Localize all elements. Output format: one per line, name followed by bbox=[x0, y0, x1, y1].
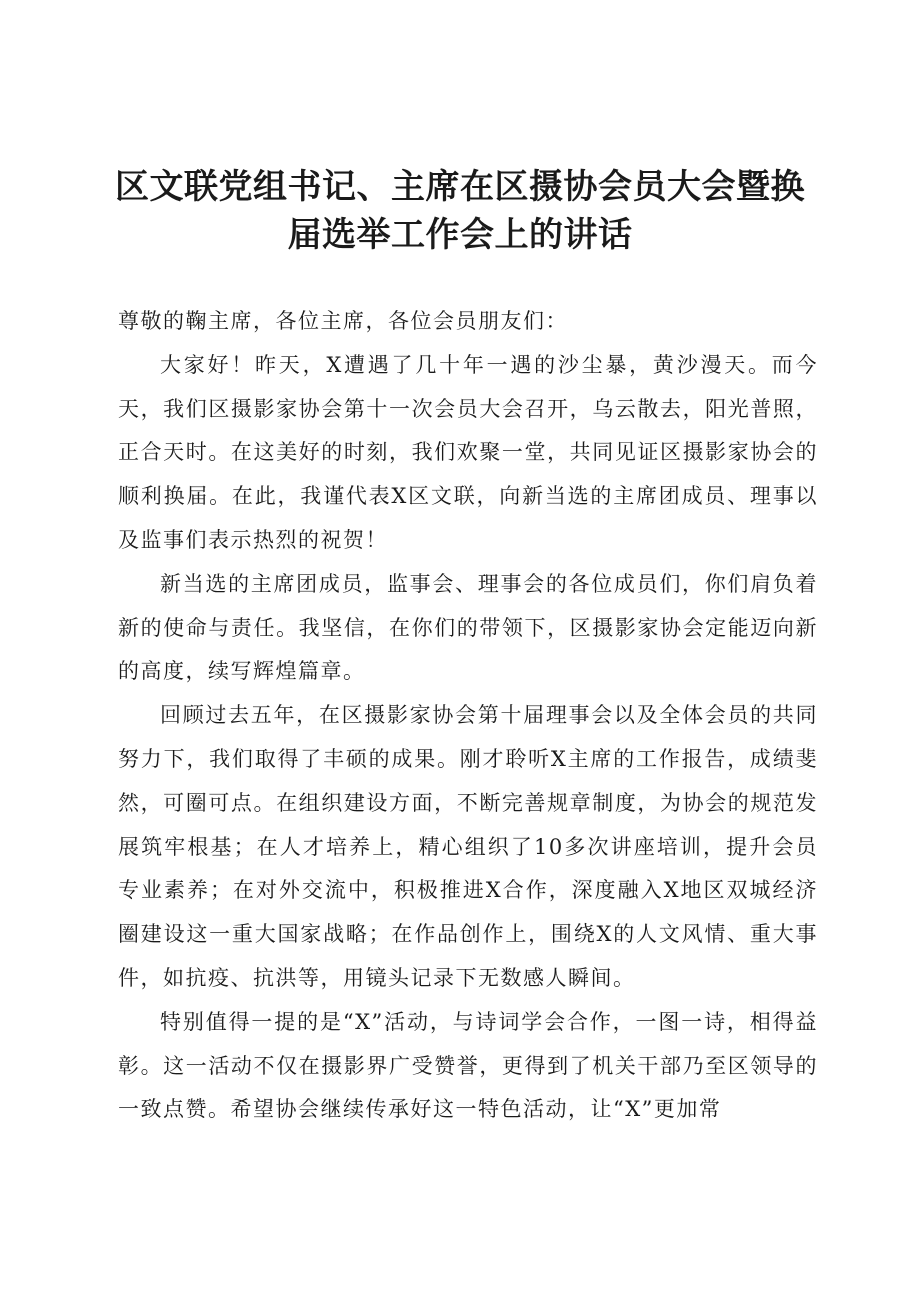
paragraph-1: 大家好！昨天，X遭遇了几十年一遇的沙尘暴，黄沙漫天。而今天，我们区摄影家协会第十一次会员大会召开，乌云散去，阳光普照，正合天时。在这美好的时刻，我们欢聚一堂，共同见证区摄影家协会的顺利换届。在此，我谨代表X区文联，向新当选的主席团成员、理事以及监事们表示热烈的祝贺！ bbox=[118, 352, 818, 552]
document-body bbox=[118, 300, 818, 1132]
salutation: 尊敬的鞠主席，各位主席，各位会员朋友们： bbox=[118, 309, 568, 333]
paragraph-2: 新当选的主席团成员，监事会、理事会的各位成员们，你们肩负着新的使命与责任。我坚信，在你们的带领下，区摄影家协会定能迈向新的高度，续写辉煌篇章。 bbox=[118, 571, 818, 684]
paragraph-4: 特别值得一提的是“X”活动，与诗词学会合作，一图一诗，相得益彰。这一活动不仅在摄影界广受赞誉，更得到了机关干部乃至区领导的一致点赞。希望协会继续传承好这一特色活动，让“X”更加常 bbox=[118, 1009, 818, 1122]
paragraph-3: 回顾过去五年，在区摄影家协会第十届理事会以及全体会员的共同努力下，我们取得了丰硕的成果。刚才聆听X主席的工作报告，成绩斐然，可圈可点。在组织建设方面，不断完善规章制度，为协会的规范发展筑牢根基；在人才培养上，精心组织了10多次讲座培训，提升会员专业素养；在对外交流中，积极推进X合作，深度融入X地区双城经济圈建设这一重大国家战略；在作品创作上，围绕X的人文风情、重大事件，如抗疫、抗洪等，用镜头记录下无数感人瞬间。 bbox=[118, 703, 818, 990]
title-line-2: 届选举工作会上的讲话 bbox=[287, 215, 633, 255]
title-line-1: 区文联党组书记、主席在区摄协会员大会暨换 bbox=[115, 167, 805, 207]
document-title bbox=[100, 163, 820, 259]
